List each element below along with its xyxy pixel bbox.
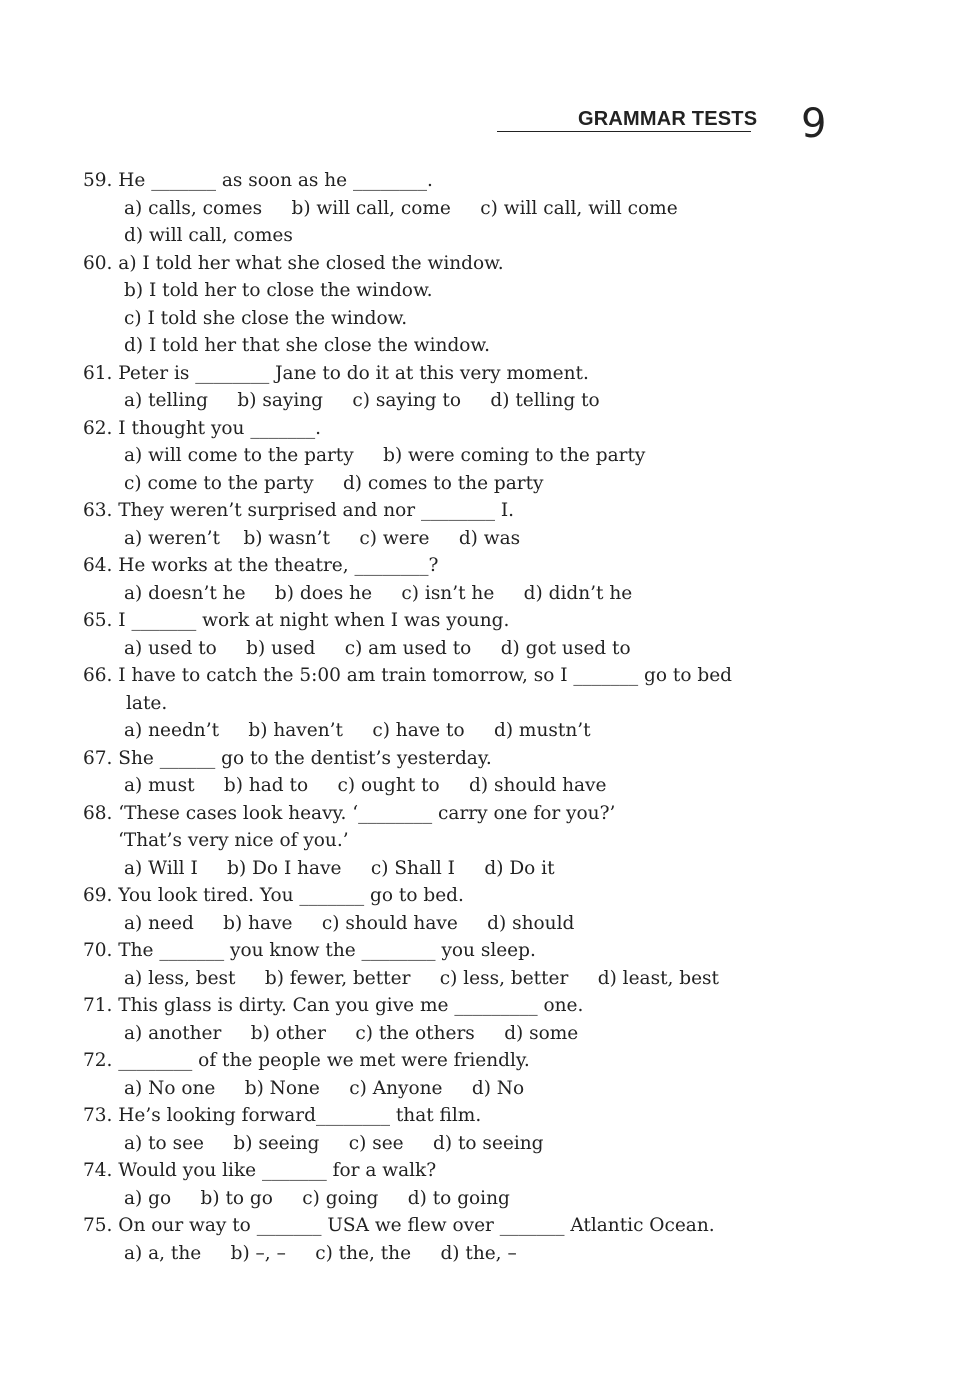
question-60-option-d: d) I told her that she close the window. [124,335,490,356]
question-59: 59. He _______ as soon as he ________. [83,170,433,191]
question-69: 69. You look tired. You _______ go to bed. [83,885,464,906]
question-62-options-cont: c) come to the party d) comes to the party [124,472,544,494]
question-74-options: a) go b) to go c) going d) to going [124,1187,510,1209]
question-59-options: a) calls, comes b) will call, come c) will call, will come [124,197,678,219]
question-60-option-b: b) I told her to close the window. [124,280,433,301]
page-number: 9 [801,101,827,147]
question-65-options: a) used to b) used c) am used to d) got used to [124,637,631,659]
question-73-options: a) to see b) seeing c) see d) to seeing [124,1132,544,1154]
question-60: 60. a) I told her what she closed the window. [83,252,504,274]
question-63: 63. They weren’t surprised and nor ________ I. [83,500,515,521]
question-67-options: a) must b) had to c) ought to d) should have [124,775,607,796]
question-63-options: a) weren’t b) wasn’t c) were d) was [124,527,521,549]
question-66: 66. I have to catch the 5:00 am train tomorrow, so I _______ go to bed [83,665,732,686]
question-60-option-c: c) I told she close the window. [124,307,408,329]
question-59-options-cont: d) will call, comes [124,225,293,246]
question-68: 68. ‘These cases look heavy. ‘________ carry one for you?’ [83,802,616,824]
question-74: 74. Would you like _______ for a walk? [83,1160,437,1181]
header-rule [497,131,751,132]
question-69-options: a) need b) have c) should have d) should [124,912,575,934]
question-62-options: a) will come to the party b) were coming to the party [124,445,646,466]
question-72-options: a) No one b) None c) Anyone d) No [124,1077,525,1099]
question-72: 72. ________ of the people we met were friendly. [83,1050,530,1071]
question-67: 67. She ______ go to the dentist’s yesterday. [83,747,492,769]
question-68-reply: ‘That’s very nice of you.’ [118,830,349,851]
question-61-options: a) telling b) saying c) saying to d) telling to [124,390,600,411]
question-61: 61. Peter is ________ Jane to do it at this very moment. [83,362,589,384]
question-64: 64. He works at the theatre, ________? [83,555,439,576]
question-75: 75. On our way to _______ USA we flew over _______ Atlantic Ocean. [83,1215,715,1236]
question-62: 62. I thought you _______. [83,417,321,439]
question-71-options: a) another b) other c) the others d) some [124,1022,579,1044]
question-71: 71. This glass is dirty. Can you give me _________ one. [83,995,584,1016]
question-65: 65. I _______ work at night when I was young. [83,610,510,631]
question-66-options: a) needn’t b) haven’t c) have to d) mustn’t [124,720,591,741]
question-70-options: a) less, best b) fewer, better c) less, better d) least, best [124,967,719,989]
question-66-cont: late. [126,692,168,714]
question-73: 73. He’s looking forward________ that film. [83,1105,482,1126]
question-64-options: a) doesn’t he b) does he c) isn’t he d) didn’t he [124,582,633,604]
question-70: 70. The _______ you know the ________ you sleep. [83,940,536,961]
test-questions [83,167,843,1267]
running-header-title: GRAMMAR TESTS [578,108,758,130]
question-68-options: a) Will I b) Do I have c) Shall I d) Do it [124,857,555,879]
question-75-options: a) a, the b) –, – c) the, the d) the, – [124,1242,517,1264]
